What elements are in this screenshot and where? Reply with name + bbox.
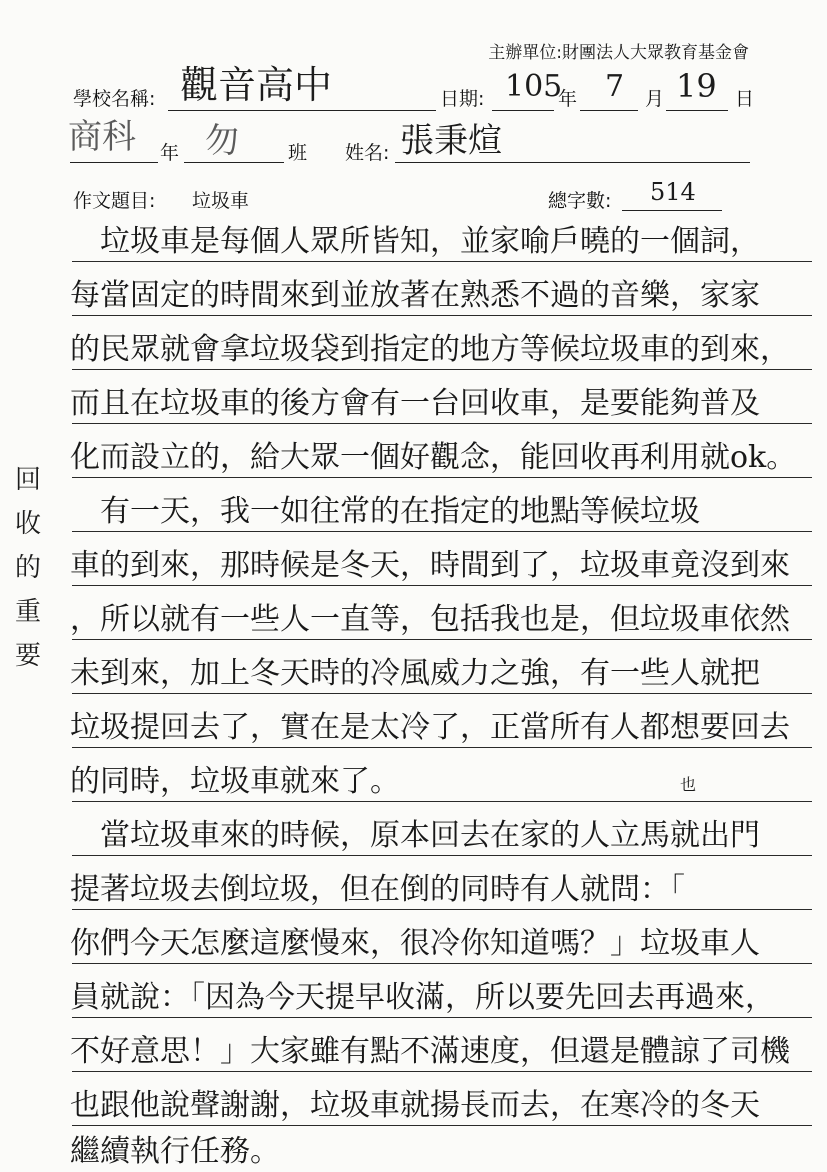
grade-value: 商科 <box>68 117 136 157</box>
grade-underline <box>70 162 158 163</box>
ruled-line <box>72 315 812 316</box>
essay-line: 而且在垃圾車的後方會有一台回收車，是要能夠普及 <box>70 386 760 421</box>
ruled-line <box>72 1017 812 1018</box>
name-value: 張秉煊 <box>400 121 502 161</box>
ruled-line <box>72 423 812 424</box>
essay-line: 提著垃圾去倒垃圾，但在倒的同時有人就問：「 <box>70 872 685 907</box>
ruled-line <box>72 963 812 964</box>
grade-unit: 年 <box>160 142 180 164</box>
ruled-line <box>72 693 812 694</box>
name-underline <box>395 162 750 163</box>
date-year-underline <box>492 110 554 111</box>
wordcount-label: 總字數: <box>548 190 612 212</box>
essay-line: 垃圾提回去了，實在是太冷了，正當所有人都想要回去 <box>70 710 790 745</box>
school-underline <box>168 110 436 111</box>
date-month-underline <box>580 110 638 111</box>
essay-line: 員就說：「因為今天提早收滿，所以要先回去再過來， <box>70 980 775 1015</box>
ruled-line <box>72 261 812 262</box>
essay-line: 你們今天怎麼這麼慢來，很冷你知道嗎？」垃圾車人 <box>70 926 760 961</box>
ruled-line <box>72 369 812 370</box>
essay-line: ，所以就有一些人一直等，包括我也是，但垃圾車依然 <box>70 602 790 637</box>
ruled-line <box>72 477 812 478</box>
class-value: 勿 <box>205 121 239 161</box>
date-year: 105 <box>505 69 563 104</box>
date-year-unit: 年 <box>558 88 578 110</box>
essay-line: 的民眾就會拿垃圾袋到指定的地方等候垃圾車的到來， <box>70 332 790 367</box>
ruled-line <box>72 1125 812 1126</box>
school-label: 學校名稱: <box>73 88 156 110</box>
insert-mark: 也 <box>680 775 697 794</box>
name-label: 姓名: <box>345 142 390 164</box>
class-underline <box>184 162 284 163</box>
wordcount-underline <box>622 210 722 211</box>
title-label: 作文題目: <box>73 190 156 212</box>
date-day: 19 <box>676 67 717 105</box>
ruled-line <box>72 1071 812 1072</box>
margin-note: 回收的重要 <box>14 465 41 671</box>
ruled-line <box>72 747 812 748</box>
title-value: 垃圾車 <box>192 190 250 212</box>
school-value: 觀音高中 <box>180 63 333 107</box>
date-month-unit: 月 <box>645 88 665 110</box>
essay-line: 未到來，加上冬天時的冷風威力之強，有一些人就把 <box>70 656 760 691</box>
essay-line: 每當固定的時間來到並放著在熟悉不過的音樂，家家 <box>70 278 760 313</box>
ruled-line <box>72 909 812 910</box>
essay-line: 不好意思！」大家雖有點不滿速度，但還是體諒了司機 <box>70 1034 790 1069</box>
date-day-unit: 日 <box>735 88 755 110</box>
ruled-line <box>72 531 812 532</box>
essay-line: 有一天，我一如往常的在指定的地點等候垃圾 <box>70 494 700 529</box>
essay-line: 化而設立的，給大眾一個好觀念，能回收再利用就ok。 <box>70 440 797 475</box>
wordcount-value: 514 <box>650 178 696 206</box>
ruled-line <box>72 801 812 802</box>
ruled-line <box>72 855 812 856</box>
essay-line: 當垃圾車來的時候，原本回去在家的人立馬就出門 <box>70 818 760 853</box>
date-day-underline <box>666 110 728 111</box>
essay-line: 車的到來，那時候是冬天，時間到了，垃圾車竟沒到來 <box>70 548 790 583</box>
class-unit: 班 <box>288 142 308 164</box>
essay-line: 繼續執行任務。 <box>70 1134 280 1169</box>
essay-line: 的同時，垃圾車就來了。 <box>70 764 400 799</box>
essay-line: 也跟他說聲謝謝，垃圾車就揚長而去，在寒冷的冬天 <box>70 1088 760 1123</box>
date-label: 日期: <box>440 88 485 110</box>
essay-line: 垃圾車是每個人眾所皆知，並家喻戶曉的一個詞， <box>70 224 760 259</box>
ruled-line <box>72 585 812 586</box>
organizer-label: 主辦單位:財團法人大眾教育基金會 <box>488 43 749 63</box>
date-month: 7 <box>605 69 625 104</box>
ruled-line <box>72 639 812 640</box>
